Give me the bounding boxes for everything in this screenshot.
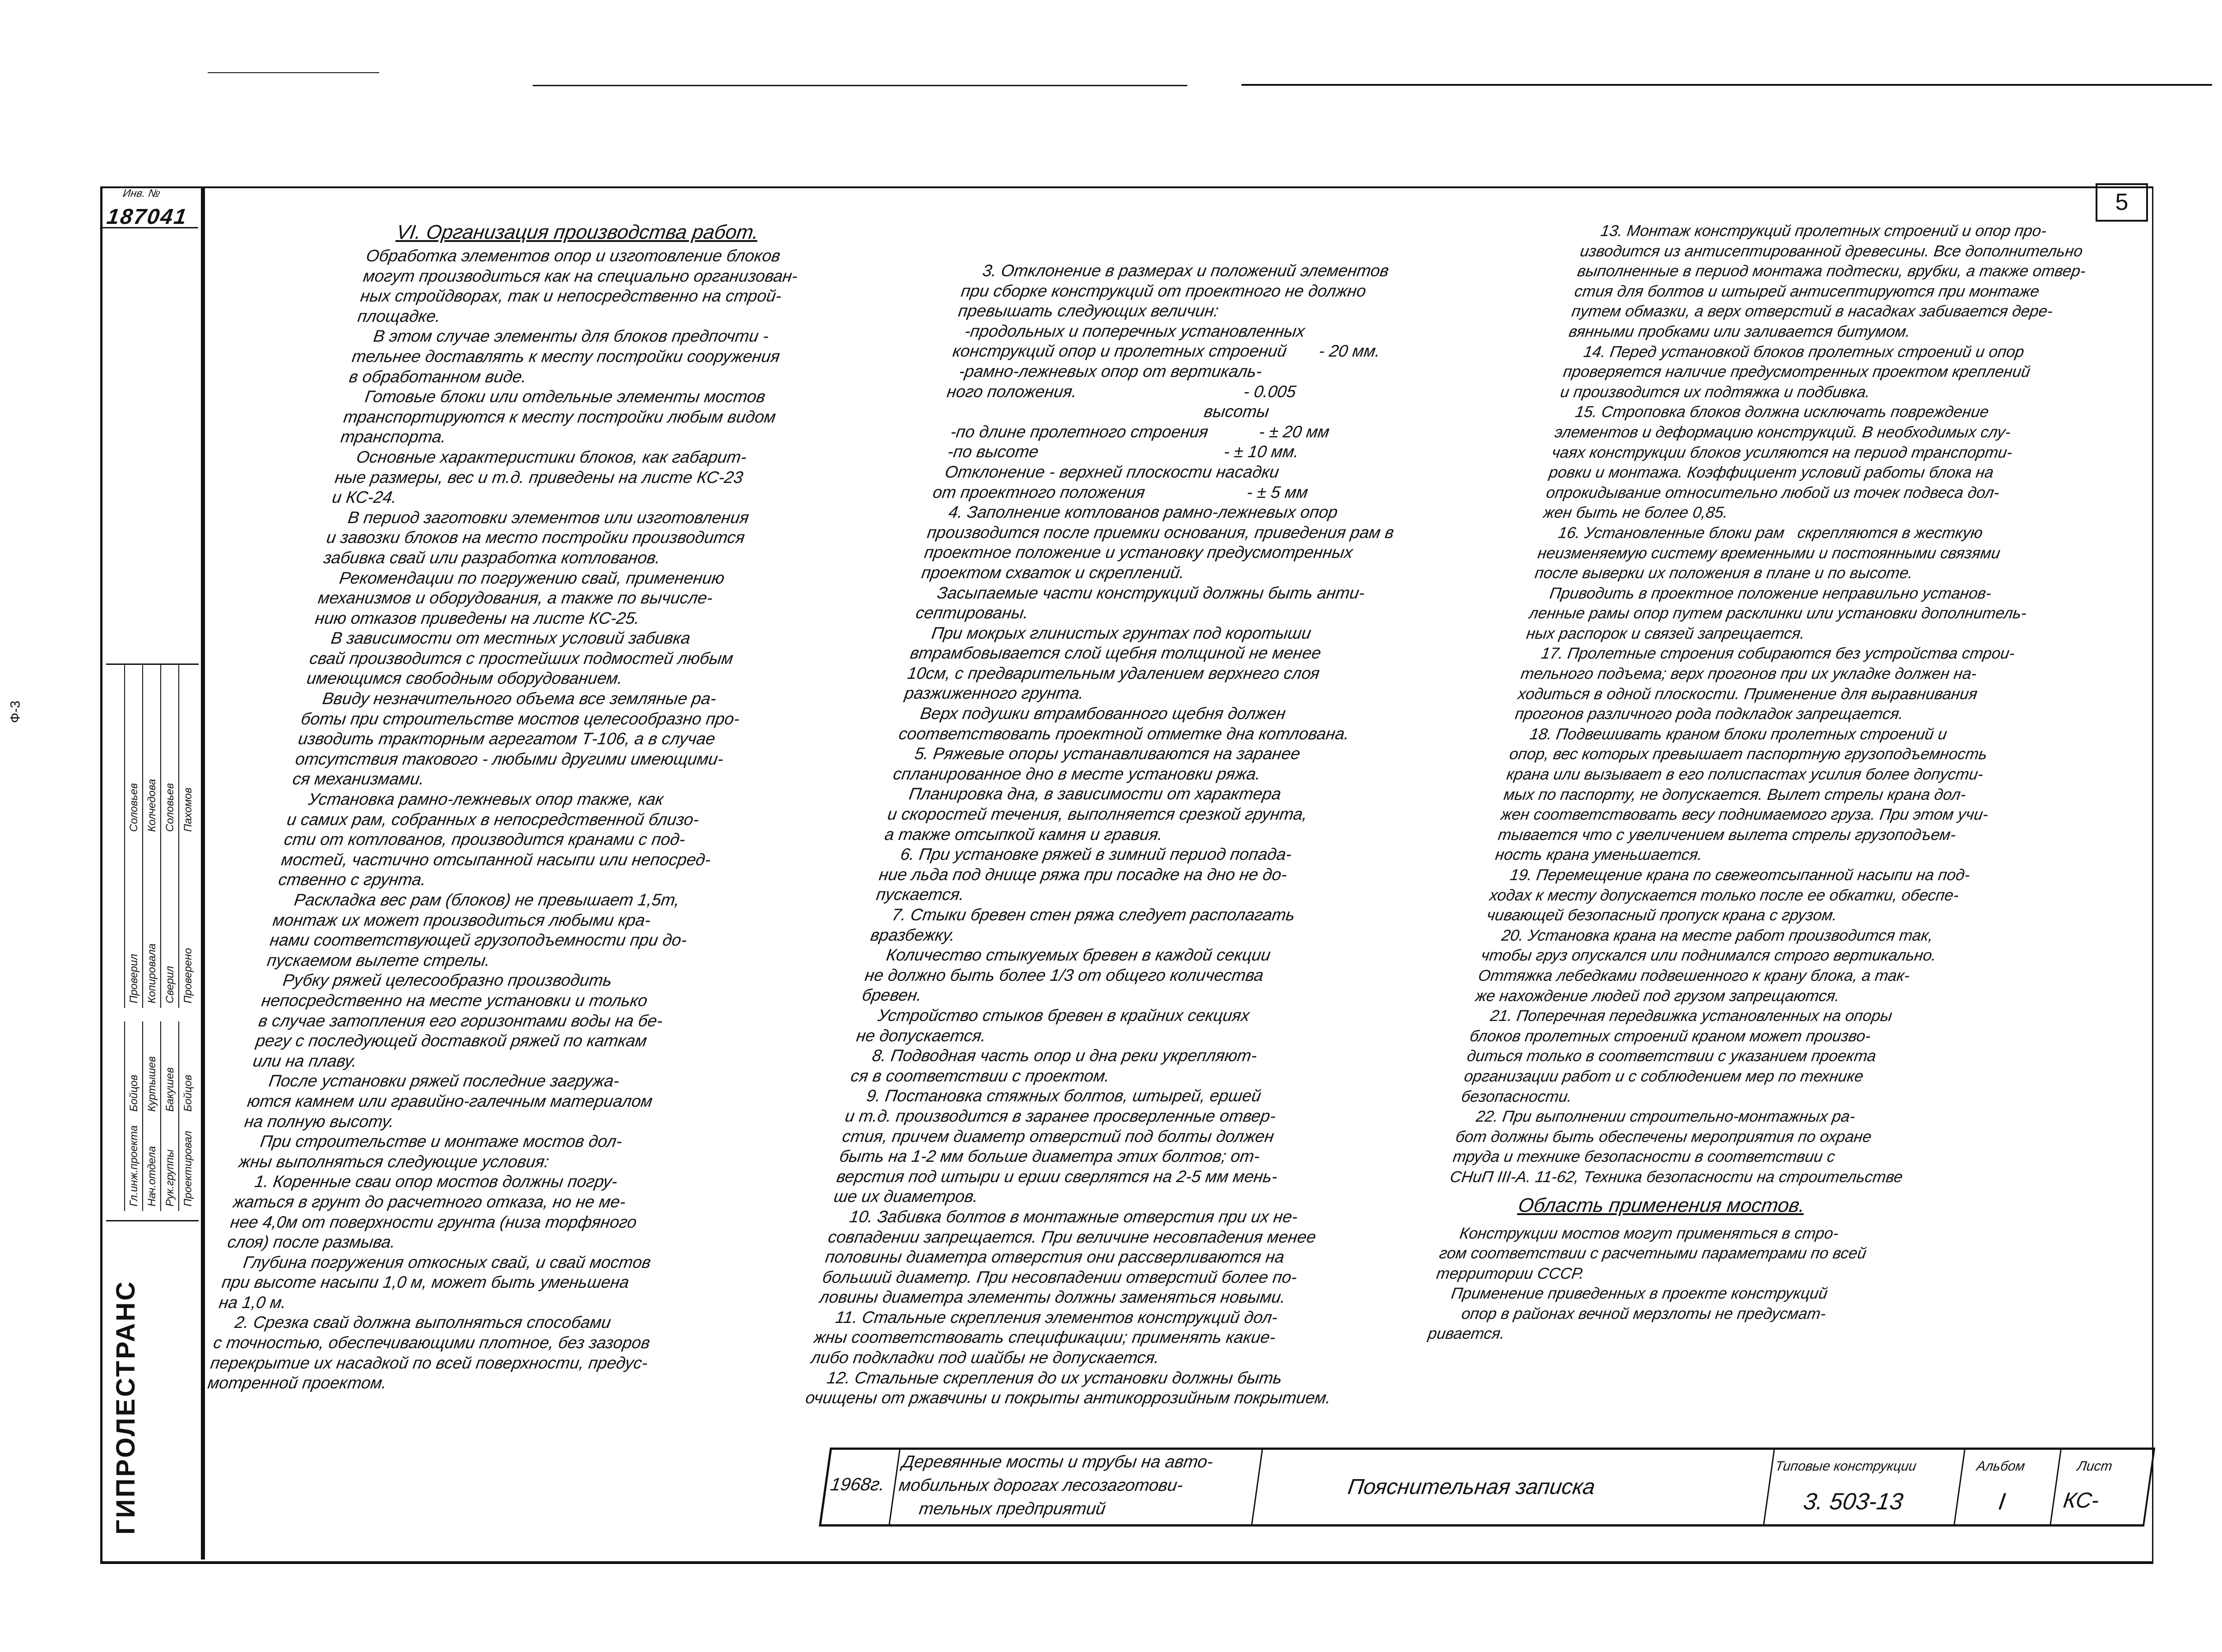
project-line: тельных предприятий xyxy=(918,1499,1107,1518)
inventory-number: 187041 xyxy=(105,205,189,229)
text-line: 2. Срезка свай должна выполняться способами xyxy=(215,1313,612,1332)
text-line: а также отсыпкой камня и гравия. xyxy=(883,825,1164,844)
text-line: проектное положение и установку предусмотренных xyxy=(923,543,1354,562)
text-line: Обработка элементов опор и изготовление блоков xyxy=(365,246,782,265)
stamp-role: Копировала xyxy=(146,943,158,1003)
text-line: очищены от ржавчины и покрыты антикоррозийным покрытием. xyxy=(804,1388,1332,1407)
stamp-row xyxy=(160,1021,179,1211)
text-line: 16. Установленные блоки рам скрепляются в жесткую xyxy=(1539,524,1984,542)
text-line: транспортируются к месту постройки любым видом xyxy=(342,407,777,426)
text-line: после выверки их положения в плане и по высоте. xyxy=(1534,564,1914,582)
text-line: тельнее доставлять к месту постройки сооружения xyxy=(351,347,781,366)
text-line: 12. Стальные скрепления до их установки должны быть xyxy=(807,1368,1283,1387)
text-line: ные размеры, вес и т.д. приведены на листе КС-23 xyxy=(334,468,744,487)
text-line: ше их диаметров. xyxy=(832,1187,980,1206)
text-line: -по высоте - ± 10 мм. xyxy=(937,442,1301,461)
text-line: больший диаметр. При несовпадении отверстий более по- xyxy=(821,1267,1298,1286)
text-line: 20. Установка крана на месте работ производится так, xyxy=(1483,926,1934,944)
text-line: Готовые блоки или отдельные элементы мостов xyxy=(345,387,767,406)
sheet-value: КС- xyxy=(2062,1489,2101,1513)
text-line: Рубку ряжей целесообразно производить xyxy=(263,971,614,990)
text-line: проверяется наличие предусмотренных проектом креплений xyxy=(1562,363,2031,381)
stamp-name: Куртышев xyxy=(146,1056,158,1112)
text-line: При строительстве и монтаже мостов дол- xyxy=(240,1132,623,1151)
text-line: ных распорок и связей запрещается. xyxy=(1525,624,1806,642)
text-line: прогонов различного рода подкладок запрещается. xyxy=(1514,705,1905,723)
text-line: бот должны быть обеспечены мероприятия по охране xyxy=(1455,1128,1873,1146)
text-line: в случае затопления его горизонтами воды на бе- xyxy=(257,1011,664,1030)
text-line: элементов и деформацию конструкций. В необходимых слу- xyxy=(1553,423,2012,441)
text-line: ходиться в одной плоскости. Применение для выравнивания xyxy=(1516,685,1979,703)
text-line: ственно с грунта. xyxy=(277,870,428,889)
text-line: ривается. xyxy=(1427,1325,1506,1343)
inventory-label: Инв. № xyxy=(122,187,161,200)
text-line: и самих рам, собранных в непосредственной близо- xyxy=(286,810,701,829)
text-line: гом соответствии с расчетными параметрами по всей xyxy=(1438,1244,1868,1262)
series-cell xyxy=(1763,1450,1964,1524)
stamp-name: Соловьев xyxy=(164,783,176,832)
section-title: VI. Организация производства работ. xyxy=(395,221,760,243)
text-line: стия для болтов и штырей антисептируются при монтаже xyxy=(1573,282,2041,300)
text-line: территории СССР. xyxy=(1435,1264,1585,1282)
stamp-role: Проверил xyxy=(128,954,140,1003)
text-line: совпадении запрещается. При величине несовпадения менее xyxy=(827,1227,1317,1246)
stamp-row xyxy=(124,1021,143,1211)
text-line: 3. Отклонение в размерах и положений элементов xyxy=(962,261,1390,280)
text-line: В зависимости от местных условий забивка xyxy=(311,629,692,648)
stamp-row xyxy=(142,1021,161,1211)
text-line: Количество стыкуемых бревен в каждой секции xyxy=(866,946,1272,965)
text-line: сти от котлованов, производится кранами с под- xyxy=(283,830,687,849)
text-line: Засыпаемые части конструкций должны быть анти- xyxy=(917,583,1366,602)
section-title-scope: Область применения мостов. xyxy=(1517,1194,1807,1216)
text-line: 11. Стальные скрепления элементов конструкций дол- xyxy=(815,1308,1279,1327)
text-line: 8. Подводная часть опор и дна реки укрепляют- xyxy=(852,1046,1258,1065)
sheet-label: Лист xyxy=(2076,1459,2114,1474)
text-line: ных стройдворах, так и непосредственно на строй- xyxy=(359,287,783,306)
text-line: 22. При выполнении строительно-монтажных ра- xyxy=(1457,1108,1856,1126)
text-line: тывается что с увеличением вылета стрелы грузоподъем- xyxy=(1497,826,1957,844)
text-line: чивающей безопасный пропуск крана с грузом. xyxy=(1485,906,1839,924)
stamp-role: Проверено xyxy=(182,948,194,1003)
side-mark: Ф-3 xyxy=(8,701,23,723)
scan-line xyxy=(533,85,1187,86)
text-line: и скоростей течения, выполняется срезкой грунта, xyxy=(886,805,1309,824)
text-line: Ввиду незначительного объема все земляные ра- xyxy=(302,689,718,708)
document-title-cell xyxy=(1251,1450,1773,1524)
text-line: бревен. xyxy=(861,986,923,1005)
text-line: ровки и монтажа. Коэффициент условий работы блока на xyxy=(1548,464,1995,482)
text-line: не должно быть более 1/3 от общего количества xyxy=(864,965,1265,984)
text-line: опор в районах вечной мерзлоты не предусмат- xyxy=(1429,1304,1827,1323)
text-line: конструкций опор и пролетных строений - 20 мм. xyxy=(951,342,1381,361)
text-line: жны выполняться следующие условия: xyxy=(237,1152,551,1171)
text-line: отсутствия такового - любыми другими имеющими- xyxy=(294,749,725,768)
inventory-box xyxy=(100,186,204,228)
text-line: с точностью, обеспечивающими плотное, без зазоров xyxy=(212,1333,651,1352)
text-line: регу с последующей доставкой ряжей по каткам xyxy=(255,1031,648,1050)
text-line: тельного подъема; верх прогонов при их укладке должен на- xyxy=(1520,665,1978,683)
text-line: не допускается. xyxy=(855,1026,988,1045)
text-line: высоты xyxy=(943,402,1270,421)
text-line: забивка свай или разработка котлованов. xyxy=(322,548,662,567)
text-line: нее 4,0м от поверхности грунта (низа торфяного xyxy=(229,1212,638,1231)
text-line: Рекомендации по погружению свай, применению xyxy=(320,568,726,587)
text-line: пускается. xyxy=(875,885,966,904)
text-line: 15. Строповка блоков должна исключать повреждение xyxy=(1556,403,1990,421)
text-line: В этом случае элементы для блоков предпочти - xyxy=(353,327,770,346)
text-line: безопасности. xyxy=(1460,1087,1573,1105)
organization-name: ГИПРОЛЕСТРАНС xyxy=(111,1280,140,1535)
text-line: Верх подушки втрамбованного щебня должен xyxy=(900,704,1287,723)
text-line: имеющимся свободным оборудованием. xyxy=(305,669,624,688)
text-line: мотренной проектом. xyxy=(206,1374,388,1392)
text-line: жен быть не более 0,85. xyxy=(1542,504,1729,522)
text-line: организации работ и с соблюдением мер по технике xyxy=(1463,1067,1865,1085)
text-line: могут производиться как на специально организован- xyxy=(362,266,799,285)
stamp-row xyxy=(178,665,197,1008)
text-line: 18. Подвешивать краном блоки пролетных строений и xyxy=(1511,725,1948,743)
text-line: и завозки блоков на место постройки производится xyxy=(325,528,746,547)
album-cell xyxy=(1953,1450,2060,1524)
text-line: транспорта. xyxy=(339,427,448,446)
text-line: ного положения. - 0.005 xyxy=(946,382,1297,401)
text-line: Оттяжка лебедками подвешенного к крану блока, а так- xyxy=(1477,966,1911,984)
text-line: ловины диаметра элементы должны заменяться новыми. xyxy=(818,1288,1287,1307)
text-line: 19. Перемещение крана по свежеотсыпанной насыпи на под- xyxy=(1491,866,1971,884)
text-line: мостей, частично отсыпанной насыпи или непосред- xyxy=(280,850,712,869)
stamp-name: Бакушев xyxy=(164,1067,176,1112)
stamp-role: Гл.инж.проекта xyxy=(128,1125,140,1207)
text-line: Основные характеристики блоков, как габарит- xyxy=(336,447,748,466)
text-line: же нахождение людей под грузом запрещаются. xyxy=(1474,987,1841,1005)
page-number: 5 xyxy=(2096,183,2148,222)
text-line: 17. Пролетные строения собираются без устройства строи- xyxy=(1522,645,2016,663)
text-line: СНиП III-А. 11-62, Техника безопасности на строительстве xyxy=(1449,1168,1904,1186)
sheet-cell xyxy=(2050,1450,2153,1524)
stamp-name: Бойцов xyxy=(182,1075,194,1112)
text-line: боты при строительстве мостов целесообразно про- xyxy=(300,709,741,728)
text-line: перекрытие их насадкой по всей поверхности, предус- xyxy=(209,1353,649,1372)
text-line: труда и технике безопасности в соответствии с xyxy=(1451,1148,1836,1166)
text-line: производится после приемки основания, приведения рам в xyxy=(926,523,1395,542)
text-line: половины диаметра отверстия они рассверливаются на xyxy=(824,1248,1286,1267)
text-line: мых по паспорту, не допускается. Вылет стрелы крана дол- xyxy=(1502,785,1967,803)
text-line: Установка рамно-лежневых опор также, как xyxy=(288,790,665,809)
text-line: 5. Ряжевые опоры устанавливаются на заранее xyxy=(895,744,1302,763)
text-line: пускаемом вылете стрелы. xyxy=(266,951,492,970)
text-line: верстия под штыри и ерши сверлятся на 2-5 мм мень- xyxy=(835,1167,1279,1186)
year: 1968г. xyxy=(829,1475,886,1494)
stamp-role: Проектировал xyxy=(182,1131,194,1207)
text-line: После установки ряжей последние загружа- xyxy=(249,1072,621,1091)
scope-text xyxy=(1427,1224,2044,1345)
stamp-divider xyxy=(106,1220,199,1221)
text-line: слоя) после размыва. xyxy=(226,1233,397,1252)
text-line: 4. Заполнение котлованов рамно-лежневых опор xyxy=(929,503,1339,522)
text-line: септированы. xyxy=(915,603,1030,622)
scan-line xyxy=(208,72,379,73)
text-line: вянными пробками или заливается битумом. xyxy=(1567,322,1912,340)
album-label: Альбом xyxy=(1976,1459,2026,1474)
text-line: превышать следующих величин: xyxy=(957,302,1220,320)
text-line: 1. Коренные сваи опор мостов должны погру- xyxy=(235,1172,619,1191)
text-line: Отклонение - верхней плоскости насадки xyxy=(934,462,1280,481)
stamp-name: Пахомов xyxy=(182,787,194,832)
stamp-row xyxy=(124,665,143,1008)
stamp-name: Колчедова xyxy=(146,779,158,832)
text-line: 21. Поперечная передвижка установленных на опоры xyxy=(1471,1007,1893,1025)
text-line: крана или вызывает в его полиспастах усилия более допусти- xyxy=(1505,766,1985,784)
text-line: механизмов и оборудования, а также по вычисле- xyxy=(316,589,714,608)
project-line: мобильных дорогах лесозаготови- xyxy=(897,1476,1185,1495)
text-line: изводится из антисептированной древесины. Все дополнительно xyxy=(1579,242,2084,260)
text-line: Применение приведенных в проекте конструкций xyxy=(1432,1285,1829,1303)
scan-line xyxy=(1241,84,2212,86)
stamp-name: Бойцов xyxy=(128,1075,140,1112)
text-line: -рамно-лежневых опор от вертикаль- xyxy=(948,362,1263,381)
text-line: быть на 1-2 мм больше диаметра этих болтов; от- xyxy=(838,1147,1261,1166)
text-line: опор, вес которых превышает паспортную грузоподъемность xyxy=(1508,745,1989,763)
text-line: вразбежку. xyxy=(869,925,957,944)
text-line: При мокрых глинистых грунтах под коротыши xyxy=(911,623,1313,642)
text-line: соответствовать проектной отметке дна котлована. xyxy=(897,724,1351,743)
text-line: ходах к месту допускается только после ее обкатки, обеспе- xyxy=(1488,886,1960,904)
series-value: 3. 503-13 xyxy=(1802,1489,1905,1515)
text-line: Глубина погружения откосных свай, и свай мостов xyxy=(223,1253,652,1271)
text-line: втрамбовывается слой щебня толщиной не менее xyxy=(909,644,1323,663)
text-line: чтобы груз опускался или поднимался строго вертикально. xyxy=(1480,947,1938,965)
text-line: опрокидывание относительно любой из точек подвеса дол- xyxy=(1545,483,2001,501)
text-line: спланированное дно в месте установки ряжа. xyxy=(892,764,1262,783)
text-line: в обработанном виде. xyxy=(348,367,528,386)
text-line: стия, причем диаметр отверстий под болты должен xyxy=(841,1127,1275,1146)
text-line: монтаж их может производиться любыми кра- xyxy=(271,910,652,929)
text-line: -по длине пролетного строения - ± 20 мм xyxy=(940,422,1331,441)
series-label: Типовые конструкции xyxy=(1774,1459,1918,1474)
text-line: жаться в грунт до расчетного отказа, но не ме- xyxy=(232,1192,627,1211)
text-line: изводить тракторным агрегатом Т-106, а в случае xyxy=(297,729,716,748)
text-line: неизменяемую систему временными и постоянными связями xyxy=(1536,544,2002,562)
text-line: при высоте насыпи 1,0 м, может быть уменьшена xyxy=(220,1273,631,1292)
text-line: свай производится с простейших подмостей любым xyxy=(308,649,734,668)
text-line: ся в соответствии с проектом. xyxy=(850,1066,1111,1085)
stamp-row xyxy=(142,665,161,1008)
project-cell xyxy=(888,1450,1261,1524)
text-line: 10. Забивка болтов в монтажные отверстия при их не- xyxy=(830,1207,1299,1226)
text-line: 10см, с предварительным удалением верхнего слоя xyxy=(906,664,1321,682)
text-line: Приводить в проектное положение неправильно установ- xyxy=(1531,584,1993,602)
signature-box xyxy=(106,664,199,1310)
text-line: 13. Монтаж конструкций пролетных строений и опор про- xyxy=(1582,222,2048,240)
text-line: чаях конструкции блоков усиляются на период транспорти- xyxy=(1551,443,2014,461)
document-title: Пояснительная записка xyxy=(1346,1475,1597,1499)
text-line: Конструкции мостов могут применяться в стро- xyxy=(1441,1224,1840,1242)
text-line: блоков пролетных строений краном может произво- xyxy=(1469,1027,1872,1045)
stamp-role: Сверил xyxy=(164,966,176,1003)
text-line: либо подкладки под шайбы не допускается. xyxy=(810,1348,1161,1367)
text-line: В период заготовки элементов или изготовления xyxy=(328,508,750,527)
stamp-role: Нач.отдела xyxy=(146,1146,158,1207)
stamp-role: Рук.группы xyxy=(164,1149,176,1207)
text-line: и КС-24. xyxy=(331,488,398,507)
text-line: нию отказов приведены на листе КС-25. xyxy=(314,608,641,627)
text-line: от проектного положения - ± 5 мм xyxy=(931,483,1310,501)
text-line: жны соответствовать спецификации; применять какие- xyxy=(813,1328,1277,1347)
text-line: и производится их подтяжка и подбивка. xyxy=(1559,383,1872,401)
text-line: при сборке конструкций от проектного не должно xyxy=(960,281,1367,300)
stamp-row xyxy=(160,665,179,1008)
year-cell xyxy=(821,1450,899,1524)
text-line: путем обмазки, а верх отверстий в насадках забивается дере- xyxy=(1571,302,2054,320)
text-line: Устройство стыков бревен в крайних секциях xyxy=(858,1006,1251,1025)
text-line: ся механизмами. xyxy=(291,770,426,789)
text-line: на 1,0 м. xyxy=(218,1293,288,1312)
text-line: ются камнем или гравийно-галечным материалом xyxy=(246,1091,654,1110)
text-line: нами соответствующей грузоподъемности при до- xyxy=(269,931,688,950)
project-line: Деревянные мосты и трубы на авто- xyxy=(901,1452,1214,1471)
text-line: -продольных и поперечных установленных xyxy=(954,321,1306,340)
text-line: и т.д. производится в заранее просверленные отвер- xyxy=(844,1106,1277,1125)
stamp-name: Соловьев xyxy=(128,783,140,832)
text-line: проектом схваток и скреплений. xyxy=(920,563,1186,582)
album-value: I xyxy=(1997,1489,2007,1515)
title-block xyxy=(819,1448,2156,1527)
text-line: Раскладка вес рам (блоков) не превышает 1,5т, xyxy=(274,891,681,909)
text-line: диться только в соответствии с указанием проекта xyxy=(1466,1047,1878,1065)
stamp-row xyxy=(178,1021,197,1211)
text-line: непосредственно на месте установки и только xyxy=(260,991,649,1010)
text-line: 14. Перед установкой блоков пролетных строений и опор xyxy=(1565,343,2026,361)
text-line: жен соответствовать весу поднимаемого груза. При этом учи- xyxy=(1500,806,1990,824)
text-line: разжиженного грунта. xyxy=(903,684,1085,703)
text-line: 6. При установке ряжей в зимний период попада- xyxy=(880,845,1293,864)
text-line: Планировка дна, в зависимости от характера xyxy=(889,784,1283,803)
text-line: 9. Постановка стяжных болтов, штырей, ершей xyxy=(846,1086,1263,1105)
text-line: или на плаву. xyxy=(251,1051,358,1070)
text-line: ние льда под днище ряжа при посадке на дно не до- xyxy=(878,865,1288,884)
text-line: выполненные в период монтажа подтески, врубки, а также отвер- xyxy=(1576,262,2087,280)
text-line: ность крана уменьшается. xyxy=(1494,846,1704,864)
text-line: ленные рамы опор путем расклинки или установки дополнитель- xyxy=(1528,604,2028,622)
text-line: 7. Стыки бревен стен ряжа следует располагать xyxy=(872,905,1296,924)
text-line: площадке. xyxy=(356,306,442,325)
text-line: на полную высоту. xyxy=(243,1112,395,1131)
